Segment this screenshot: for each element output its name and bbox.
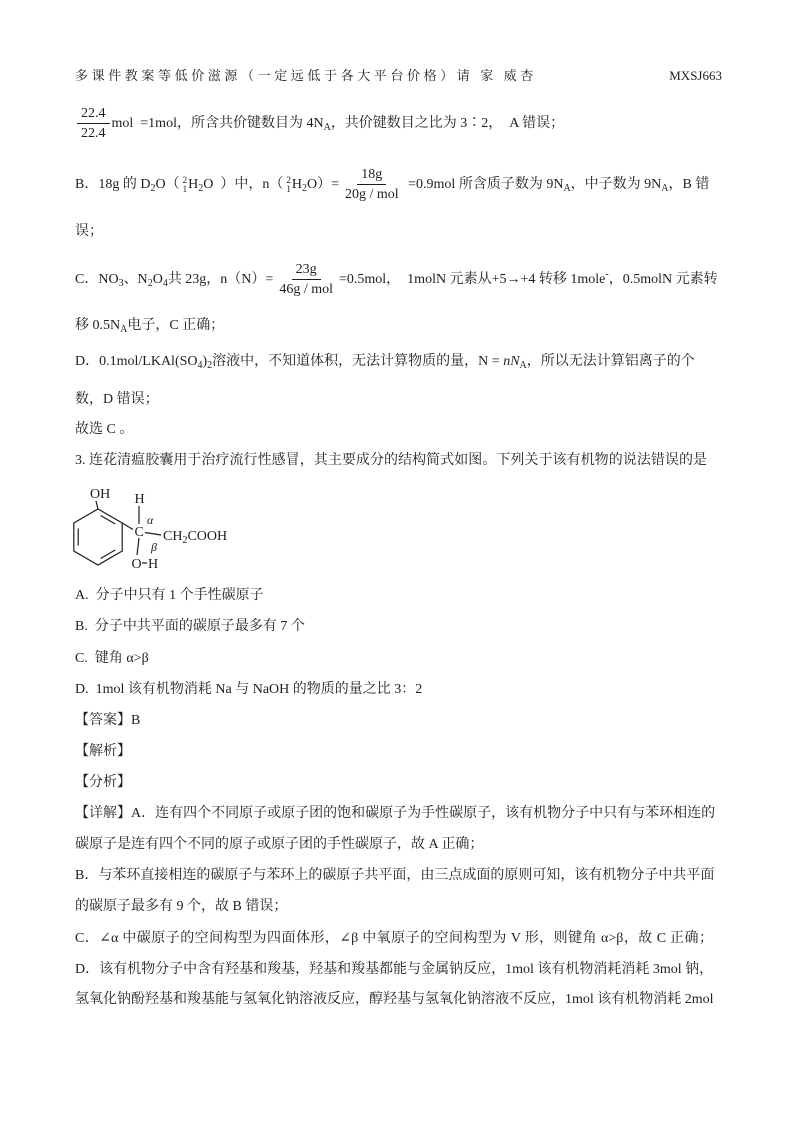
cooh-text: COOH [187, 529, 228, 544]
fenxi-label: 【分析】 [75, 775, 131, 790]
text-segment: C．NO [75, 272, 119, 287]
text-segment: 电子，C 正确； [127, 318, 225, 333]
header-code: MXSJ663 [669, 68, 722, 83]
angle-alpha-label: α [147, 513, 154, 527]
detail-text: A．连有四个不同原子或原子团的饱和碳原子为手性碳原子，该有机物分子中只有与苯环相连的 [131, 806, 716, 821]
fraction-numerator: 18g [357, 166, 386, 185]
detail-line-2: 碳原子是连有四个不同的原子或原子团的手性碳原子，故 A 正确； [75, 837, 484, 852]
subscript: A [519, 360, 527, 371]
superscript: - [605, 269, 609, 280]
q2-option-a-line [75, 104, 564, 144]
subscript: 2 [150, 183, 156, 194]
bond-c-o [137, 538, 139, 555]
detail-line-1 [75, 804, 716, 824]
hydrogen-top-label: H [134, 492, 145, 507]
fraction-numerator: 22.4 [77, 105, 110, 124]
mass-number: 2 [286, 174, 291, 185]
atomic-number: 1 [182, 183, 188, 194]
q2-conclusion: 故选 C 。 [75, 422, 134, 437]
bond-ring-oh [96, 501, 98, 509]
text-segment: ，共价键数目之比为 3∶2， A 错误； [330, 116, 565, 131]
fraction-numerator: 23g [292, 261, 321, 280]
q3-option-a: A. 分子中只有 1 个手性碳原子 [75, 588, 264, 603]
text-segment: ) [202, 354, 208, 369]
answer-value: B [131, 713, 141, 728]
formula-rhs: nN [503, 354, 520, 369]
isotope-notation [286, 176, 291, 194]
hydroxyl-label: OH [90, 487, 111, 502]
fraction-denominator: 46g / mol [279, 282, 333, 298]
fraction [341, 166, 403, 203]
bond-ring-c [122, 523, 133, 530]
analysis-label: 【解析】 [75, 744, 131, 759]
text-segment: ，0.5molN 元素转 [608, 272, 718, 287]
header-ad-text: 多课件教案等低价滋源（一定远低于各大平台价格）请 家 威杏 [75, 68, 537, 83]
formula-lhs: N = [478, 354, 504, 369]
text-segment: =0.5mol， 1molN 元素从+5→+4 转移 1mole [339, 272, 606, 287]
subscript: 2 [147, 278, 153, 289]
ch2cooh-label [163, 529, 227, 546]
text-segment: H [291, 177, 302, 192]
text-segment: 、N [123, 272, 148, 287]
atomic-number: 1 [286, 183, 291, 194]
text-segment: ，中子数为 9N [570, 177, 662, 192]
q2-option-b-continuation: 误； [75, 224, 103, 239]
subscript: 2 [207, 360, 213, 371]
text-segment: mol =1mol，所含共价键数目为 4N [111, 116, 324, 131]
text-segment: O（ [155, 177, 180, 192]
q3-option-c: C. 键角 α>β [75, 651, 149, 666]
fraction-denominator: 22.4 [81, 126, 106, 142]
fraction [275, 261, 337, 298]
mass-number: 2 [182, 174, 188, 185]
subscript: 2 [198, 183, 204, 194]
detail-line-5: C．∠α 中碳原子的空间构型为四面体形，∠β 中氧原子的空间构型为 V 形，则键角 α>β，故 C 正确； [75, 931, 713, 946]
text-segment: O ）中，n（ [203, 177, 284, 192]
fraction-denominator: 20g / mol [344, 187, 399, 203]
text-segment: =0.9mol 所含质子数为 9N [404, 177, 564, 192]
q3-option-d: D. 1mol 该有机物消耗 Na 与 NaOH 的物质的量之比 3：2 [75, 682, 423, 697]
text-segment: 共 23g，n（N）= [167, 272, 274, 287]
subscript: 2 [301, 183, 307, 194]
q3-option-b: B. 分子中共平面的碳原子最多有 7 个 [75, 619, 305, 634]
ch-text: CH [163, 529, 183, 544]
hydrogen-bottom-label: H [148, 557, 159, 572]
subscript: 4 [162, 278, 168, 289]
text-segment: B．18g 的 D [75, 177, 151, 192]
subscript: 4 [197, 360, 203, 371]
structural-formula [60, 480, 260, 580]
q2-option-c-continuation [75, 316, 224, 336]
detail-line-6: D．该有机物分子中含有羟基和羧基，羟基和羧基都能与金属钠反应，1mol 该有机物消耗消耗 3mol 钠， [75, 962, 714, 977]
subscript: A [120, 324, 128, 335]
text-segment: O [152, 272, 163, 287]
detail-label: 【详解】 [75, 806, 131, 821]
ring-double-bond-bottom-right [101, 550, 116, 559]
detail-line-3: B．与苯环直接相连的碳原子与苯环上的碳原子共平面，由三点成面的原则可知，该有机物分子中共平面 [75, 868, 715, 883]
text-segment: 溶液中，不知道体积，无法计算物质的量， [212, 354, 479, 369]
q3-stem: 3. 连花清瘟胶囊用于治疗流行性感冒，其主要成分的结构简式如图。下列关于该有机物的说法错误的是 [75, 453, 707, 468]
bond-c-ch2 [145, 533, 161, 536]
text-segment: D．0.1mol/LKAl(SO [75, 354, 198, 369]
detail-line-7: 氢氧化钠酚羟基和羧基能与氢氧化钠溶液反应，醇羟基与氢氧化钠溶液不反应，1mol 该有机物消耗 2mol [75, 992, 714, 1007]
angle-beta-label: β [151, 540, 157, 554]
subscript: A [563, 183, 571, 194]
detail-line-4: 的碳原子最多有 9 个，故 B 错误； [75, 899, 288, 914]
oxygen-bottom-label: O [131, 557, 142, 572]
isotope-notation [183, 176, 188, 194]
text-segment: H [188, 177, 199, 192]
answer-label: 【答案】 [75, 713, 131, 728]
q2-option-c-line [75, 260, 718, 300]
subscript: 3 [118, 278, 124, 289]
text-segment: ，B 错 [668, 177, 710, 192]
benzene-ring [74, 509, 122, 565]
ch-subscript: 2 [182, 535, 188, 546]
fraction [77, 105, 110, 142]
q2-option-d-line [75, 352, 695, 372]
benzene-ring-outline [74, 509, 122, 565]
ring-double-bond-top-right [101, 516, 116, 525]
carbon-center-label: C [134, 525, 144, 540]
text-segment: 移 0.5N [75, 318, 121, 333]
q2-option-b-line [75, 165, 709, 205]
q2-option-d-continuation: 数，D 错误； [75, 392, 159, 407]
subscript: A [323, 122, 331, 133]
text-segment: ，所以无法计算铝离子的个 [526, 354, 695, 369]
answer-line [75, 711, 140, 731]
text-segment: O）= [306, 177, 339, 192]
subscript: A [661, 183, 669, 194]
